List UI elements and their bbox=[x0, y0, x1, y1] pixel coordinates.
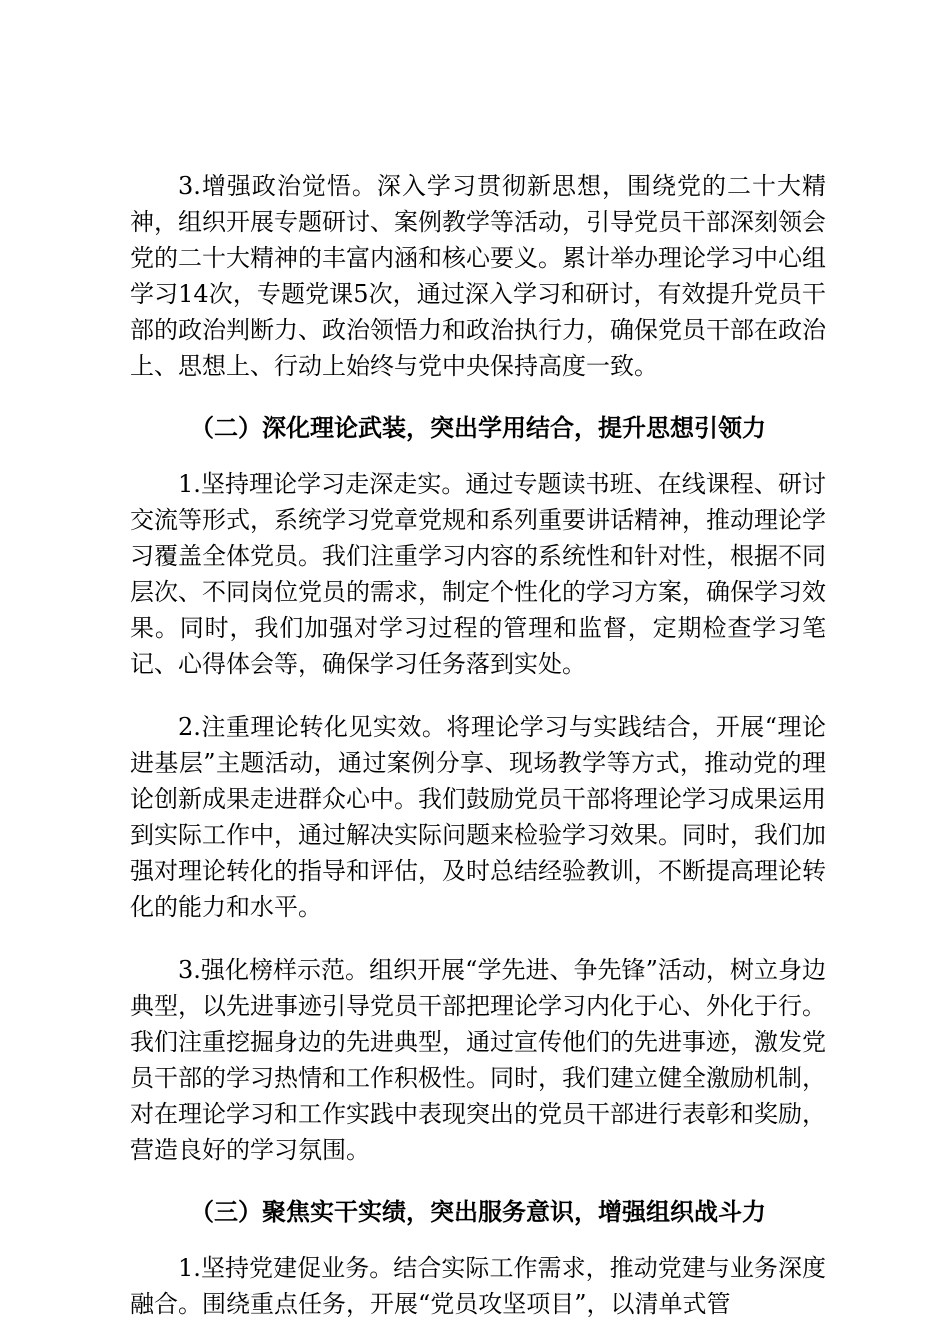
paragraph-political-awareness: 3.增强政治觉悟。深入学习贯彻新思想，围绕党的二十大精神，组织开展专题研讨、案例教学等活动，引导党员干部深刻领会党的二十大精神的丰富内涵和核心要义。累计举办理论学习中心组学习14次，专题党课5次，通过深入学习和研讨，有效提升党员干部的政治判断力、政治领悟力和政治执行力，确保党员干部在政治上、思想上、行动上始终与党中央保持高度一致。 bbox=[130, 172, 826, 380]
paragraph-role-models: 3.强化榜样示范。组织开展“学先进、争先锋”活动，树立身边典型，以先进事迹引导党员干部把理论学习内化于心、外化于行。我们注重挖掘身边的先进典型，通过宣传他们的先进事迹，激发党员干部的学习热情和工作积极性。同时，我们建立健全激励机制，对在理论学习和工作实践中表现突出的党员干部进行表彰和奖励，营造良好的学习氛围。 bbox=[130, 956, 826, 1164]
paragraph-party-building-business: 1.坚持党建促业务。结合实际工作需求，推动党建与业务深度融合。围绕重点任务，开展“党员攻坚项目”，以清单式管 bbox=[130, 1254, 826, 1318]
section-heading-3: （三）聚焦实干实绩，突出服务意识，增强组织战斗力 bbox=[190, 1198, 766, 1226]
section-heading-2: （二）深化理论武装，突出学用结合，提升思想引领力 bbox=[190, 414, 766, 442]
document-body bbox=[130, 168, 826, 1322]
paragraph-theory-study: 1.坚持理论学习走深走实。通过专题读书班、在线课程、研讨交流等形式，系统学习党章党规和系列重要讲话精神，推动理论学习覆盖全体党员。我们注重学习内容的系统性和针对性，根据不同层次、不同岗位党员的需求，制定个性化的学习方案，确保学习效果。同时，我们加强对学习过程的管理和监督，定期检查学习笔记、心得体会等，确保学习任务落到实处。 bbox=[130, 470, 826, 678]
paragraph-theory-conversion: 2.注重理论转化见实效。将理论学习与实践结合，开展“理论进基层”主题活动，通过案例分享、现场教学等方式，推动党的理论创新成果走进群众心中。我们鼓励党员干部将理论学习成果运用到实际工作中，通过解决实际问题来检验学习效果。同时，我们加强对理论转化的指导和评估，及时总结经验教训，不断提高理论转化的能力和水平。 bbox=[130, 713, 826, 921]
